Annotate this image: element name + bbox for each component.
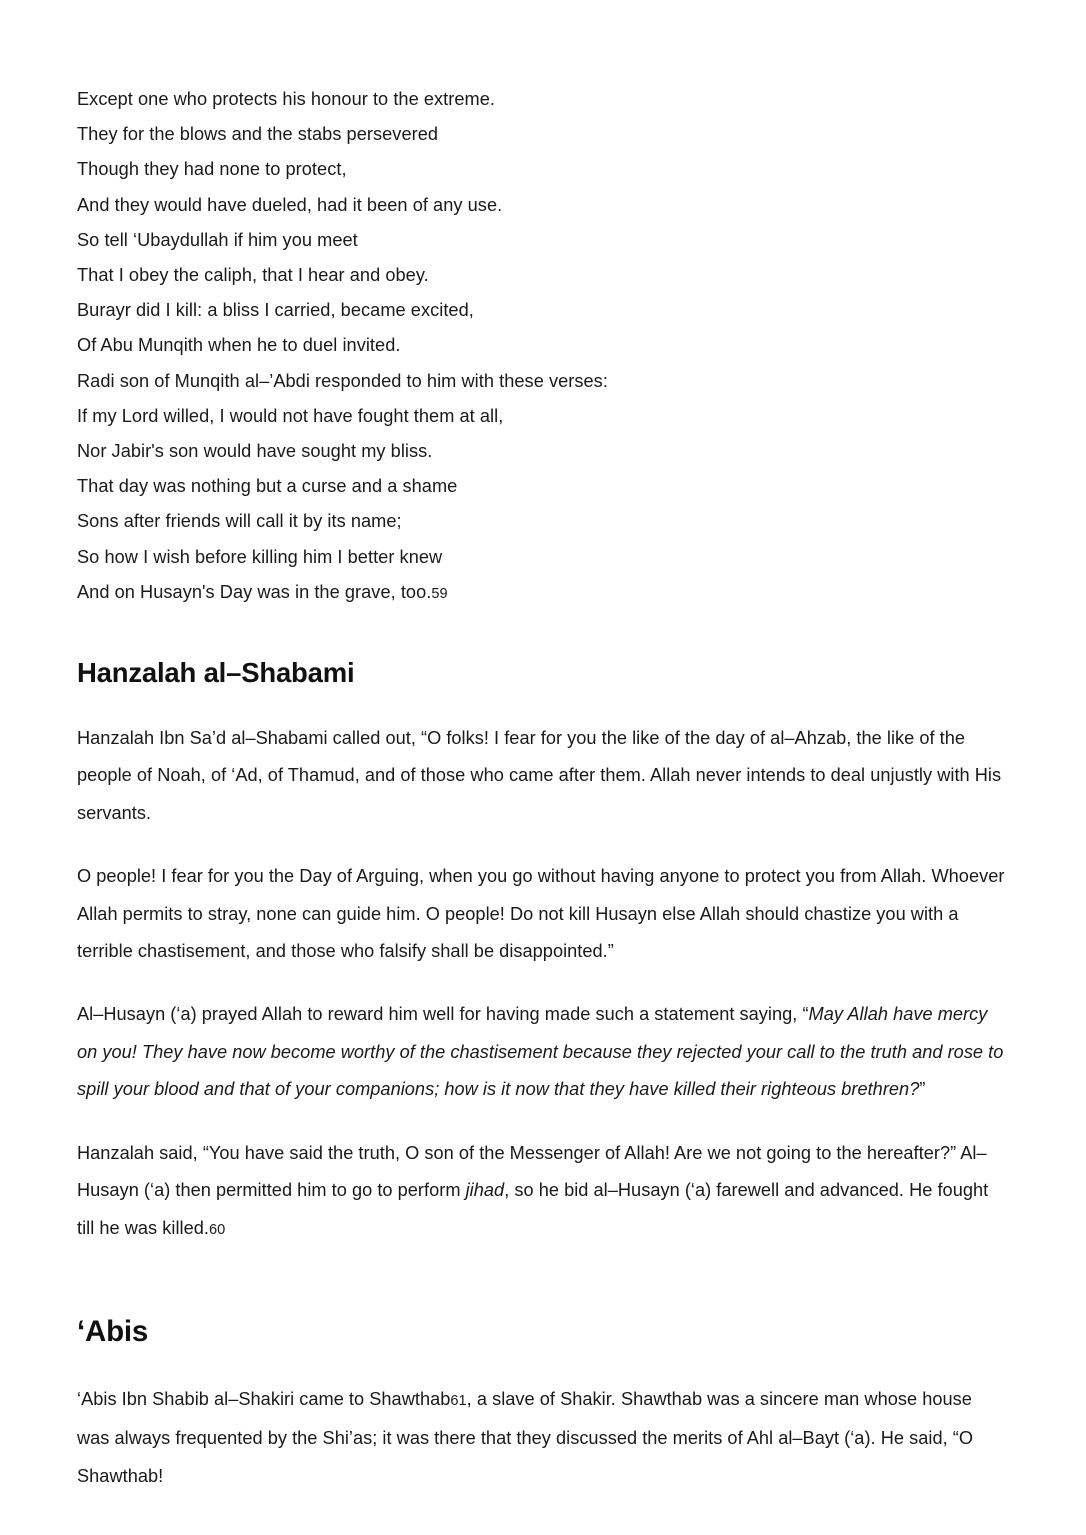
verse-line: Sons after friends will call it by its name; (77, 511, 402, 532)
verse-line: Except one who protects his honour to the extreme. (77, 89, 496, 109)
paragraph-hanzalah-1: Hanzalah Ibn Sa’d al–Shabami called out, “O folks! I fear for you the like of the day of al–Ahzab, the like of the people of Noah, of ‘Ad, of Thamud, and of those who came after them. Allah never intends to deal unjustly with His servants. (77, 728, 1002, 823)
paragraph-text-part-2: , a slave of Shakir. Shawthab was a sincere man whose house was always frequented by the Shi’as; it was there that they discussed the merits of Ahl al–Bayt (‘a). He said, “O Shawthab! (77, 1388, 974, 1486)
verse-line: Of Abu Munqith when he to duel invited. (77, 335, 401, 356)
italic-term-jihad: jihad (465, 1180, 505, 1201)
quote-italic-text: May Allah have mercy on you! They have now become worthy of the chastisement because they rejected your call to the truth and rose to spill your blood and that of your companions; how is it now that they have killed their righteous brethren? (77, 1004, 1004, 1100)
section-heading-hanzalah: Hanzalah al–Shabami (77, 657, 355, 689)
poem-block-first (77, 82, 1008, 612)
footnote-reference-59[interactable]: 59 (431, 585, 448, 602)
section-heading-abis: ‘Abis (77, 1314, 149, 1348)
verse-line: They for the blows and the stabs persevered (77, 124, 439, 145)
verse-line-last (77, 575, 1008, 612)
paragraph-text-part-1: Hanzalah said, “You have said the truth, O son of the Messenger of Allah! Are we not going to the hereafter?” Al–Husayn (‘a) then permitted him to go to perform (77, 1142, 987, 1201)
verse-text: And on Husayn's Day was in the grave, too. (77, 581, 432, 602)
quote-closing-mark: ” (919, 1079, 926, 1100)
paragraph-hanzalah-4 (77, 1135, 1008, 1249)
paragraph-abis-1 (77, 1381, 1008, 1495)
paragraph-hanzalah-2: O people! I fear for you the Day of Arguing, when you go without having anyone to protect you from Allah. Whoever Allah permits to stray, none can guide him. O people! Do not kill Husayn else Allah should chastize you with a terrible chastisement, and those who falsify shall be disappointed.” (77, 866, 1005, 962)
paragraph-text-part-2: , so he bid al–Husayn (‘a) farewell and advanced. He fought till he was killed. (77, 1180, 989, 1238)
footnote-reference-61[interactable]: 61 (450, 1392, 467, 1409)
footnote-reference-60[interactable]: 60 (208, 1221, 226, 1238)
quote-lead-in: Al–Husayn (‘a) prayed Allah to reward him well for having made such a statement saying, “ (77, 1004, 809, 1025)
verse-line: So how I wish before killing him I better knew (77, 546, 443, 567)
verse-line-attribution: Radi son of Munqith al–’Abdi responded to him with these verses: (77, 370, 608, 391)
verse-line: That day was nothing but a curse and a shame (77, 476, 458, 497)
verse-line: So tell ‘Ubaydullah if him you meet (77, 229, 358, 250)
verse-line: If my Lord willed, I would not have fought them at all, (77, 405, 504, 426)
verse-line: And they would have dueled, had it been of any use. (77, 194, 503, 215)
paragraph-text-part-1: ‘Abis Ibn Shabib al–Shakiri came to Shawthab (77, 1388, 451, 1409)
verse-line: Burayr did I kill: a bliss I carried, became excited, (77, 300, 474, 321)
verse-line: Though they had none to protect, (77, 159, 347, 180)
paragraph-hanzalah-3 (77, 996, 1008, 1108)
verse-line: Nor Jabir's son would have sought my bliss. (77, 441, 433, 462)
verse-line: That I obey the caliph, that I hear and obey. (77, 265, 429, 286)
